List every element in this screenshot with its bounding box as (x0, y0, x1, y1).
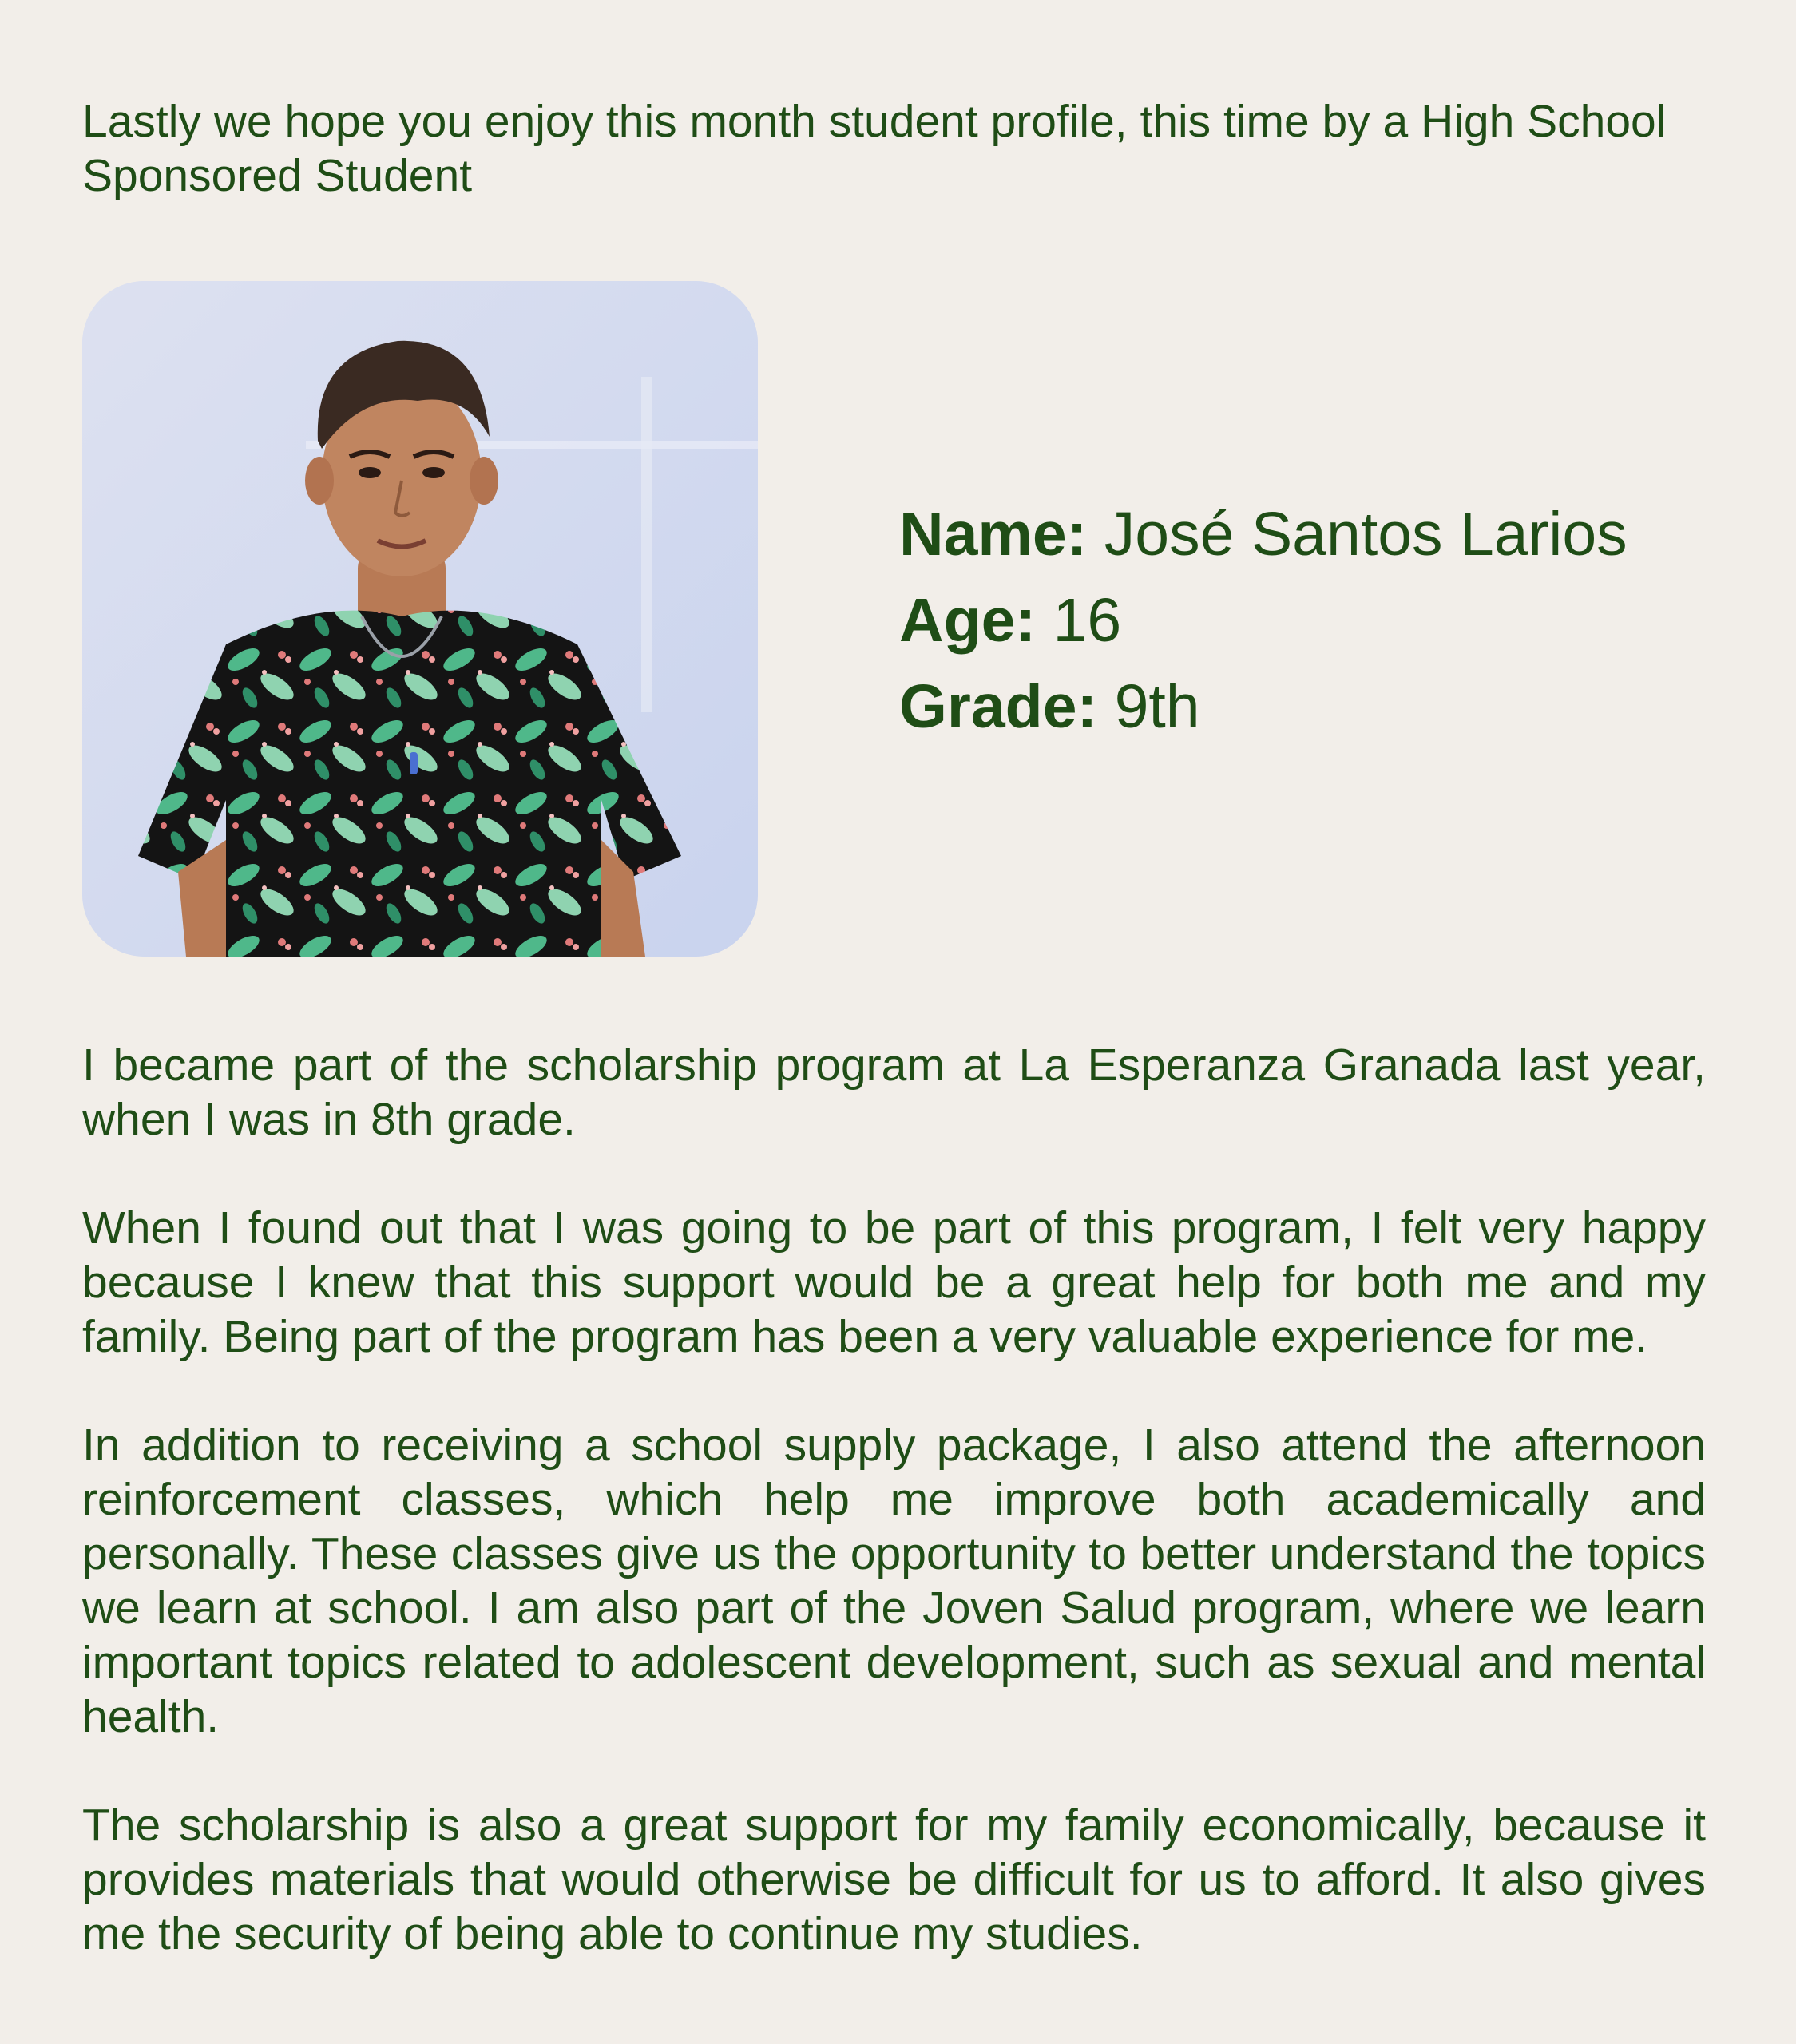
name-label: Name: (899, 500, 1088, 568)
paragraph-1: I became part of the scholarship program at La Esperanza Granada last year, when I was in 8th grade. (82, 1040, 1706, 1145)
grade-label: Grade: (899, 672, 1098, 741)
age-value: 16 (1053, 586, 1122, 655)
student-testimony (82, 1038, 1706, 1961)
name-value: José Santos Larios (1104, 500, 1628, 568)
paragraph-2: When I found out that I was going to be part of this program, I felt very happy because I knew that this support would be a great help for both me and my family. Being part of the program has been a very valuable experience for me. (82, 1202, 1706, 1362)
paragraph-3: In addition to receiving a school supply package, I also attend the afternoon reinforcement classes, which help me improve both academically and personally. These classes give us the opportunity to better understand the topics we learn at school. I am also part of the Joven Salud program, where we learn important topics related to adolescent development, such as sexual and mental health. (82, 1420, 1706, 1742)
intro-text: Lastly we hope you enjoy this month student profile, this time by a High School Sponsored Student (82, 96, 1667, 201)
grade-value: 9th (1114, 672, 1200, 741)
student-profile-page (82, 0, 1706, 2044)
student-photo (82, 281, 758, 957)
name-row (899, 491, 1628, 577)
grade-row (899, 664, 1628, 750)
age-label: Age: (899, 586, 1037, 655)
student-portrait-illustration (82, 281, 758, 957)
paragraph-4: The scholarship is also a great support for my family economically, because it provides materials that would otherwise be difficult for us to afford. It also gives me the security of being able to continue my studies. (82, 1800, 1706, 1959)
student-info (899, 491, 1628, 750)
age-row (899, 577, 1628, 664)
